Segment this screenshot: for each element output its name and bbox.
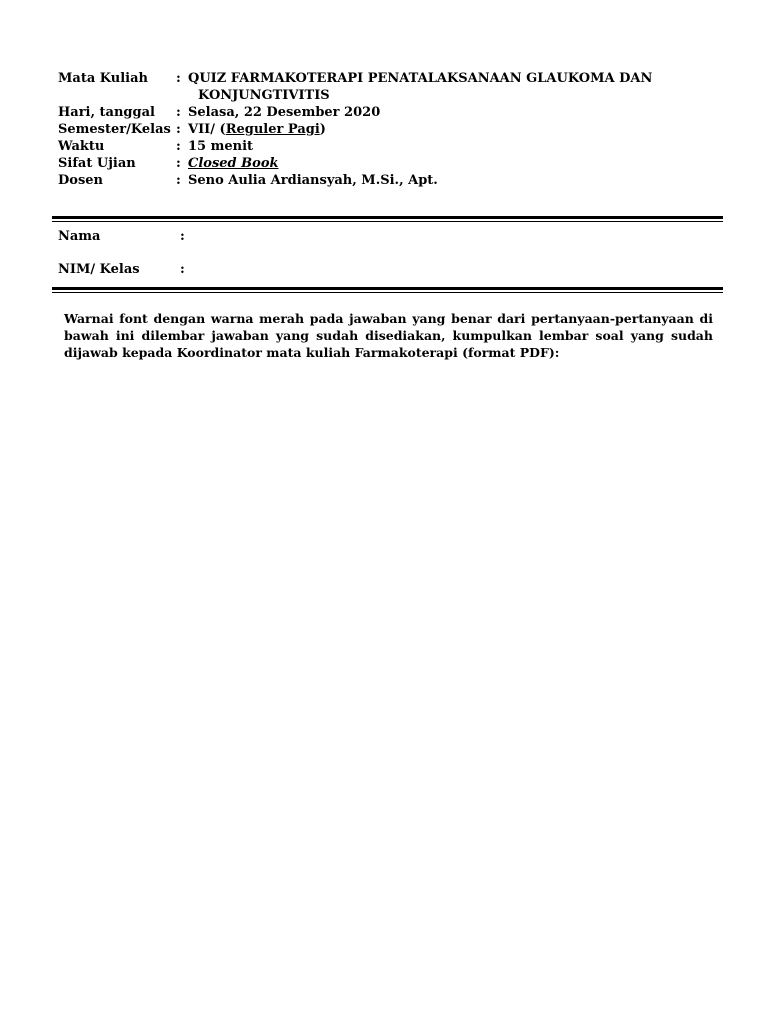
- nim-kelas-field: [58, 262, 718, 277]
- semester-class-type: Reguler Pagi: [225, 122, 320, 137]
- separator: :: [176, 122, 181, 137]
- mata-kuliah-value-line2: KONJUNGTIVITIS: [198, 88, 330, 103]
- hari-tanggal-value: Selasa, 22 Desember 2020: [188, 105, 381, 120]
- nama-field: [58, 229, 718, 244]
- dosen-label: Dosen: [58, 173, 103, 188]
- dosen-value: Seno Aulia Ardiansyah, M.Si., Apt.: [188, 173, 438, 188]
- mata-kuliah-value-line1: QUIZ FARMAKOTERAPI PENATALAKSANAAN GLAUKOMA DAN: [188, 71, 653, 86]
- nim-kelas-label: NIM/ Kelas: [58, 262, 140, 277]
- separator: :: [176, 105, 181, 120]
- semester-suffix: ): [319, 122, 326, 137]
- sifat-ujian-label: Sifat Ujian: [58, 156, 136, 171]
- identity-divider-thin: [52, 292, 723, 293]
- semester-prefix: VII/ (: [188, 122, 226, 137]
- waktu-label: Waktu: [58, 139, 105, 154]
- waktu-value: 15 menit: [188, 139, 254, 154]
- semester-kelas-value: [188, 121, 718, 138]
- closed-book-text: Closed Book: [188, 156, 279, 171]
- separator: :: [180, 229, 185, 244]
- exam-header: [58, 70, 718, 189]
- row-sifat-ujian: [58, 155, 718, 172]
- nama-label: Nama: [58, 229, 101, 244]
- row-semester-kelas: [58, 121, 718, 138]
- identity-divider-thick: [52, 287, 723, 290]
- mata-kuliah-value: [188, 70, 718, 104]
- sifat-ujian-value: [188, 155, 718, 172]
- separator: :: [176, 156, 181, 171]
- header-divider-thin: [52, 221, 723, 222]
- hari-tanggal-label: Hari, tanggal: [58, 105, 155, 120]
- row-mata-kuliah: [58, 70, 718, 104]
- separator: :: [176, 173, 181, 188]
- separator: :: [176, 139, 181, 154]
- instruction-paragraph: Warnai font dengan warna merah pada jawaban yang benar dari pertanyaan-pertanyaan di bawah ini dilembar jawaban yang sudah disediakan, kumpulkan lembar soal yang sudah dijawab kepada Koordinator mata kuliah Farmakoterapi (format PDF):: [64, 311, 713, 360]
- header-divider-thick: [52, 216, 723, 219]
- separator: :: [176, 71, 181, 86]
- separator: :: [180, 262, 185, 277]
- row-hari-tanggal: [58, 104, 718, 121]
- semester-kelas-label: Semester/Kelas: [58, 122, 171, 137]
- mata-kuliah-label: Mata Kuliah: [58, 71, 148, 86]
- row-dosen: [58, 172, 718, 189]
- row-waktu: [58, 138, 718, 155]
